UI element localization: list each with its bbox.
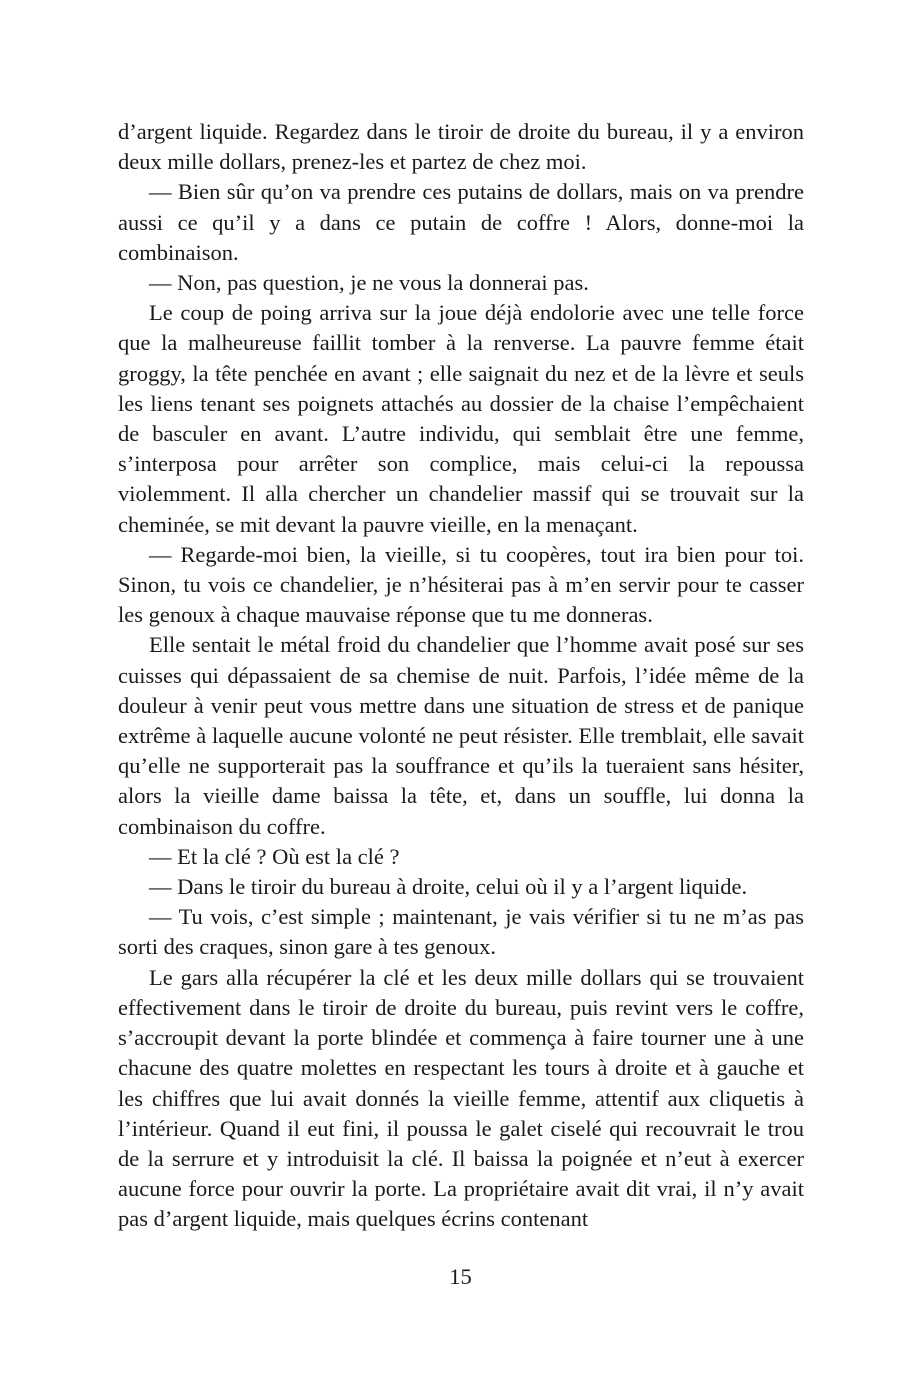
- paragraph: d’argent liquide. Regardez dans le tiroir de droite du bureau, il y a environ deux mille dollars, prenez-les et partez de chez moi.: [118, 119, 804, 175]
- paragraph: — Bien sûr qu’on va prendre ces putains de dollars, mais on va prendre aussi ce qu’il y a dans ce putain de coffre ! Alors, donne-moi la combinaison.: [118, 179, 804, 265]
- paragraph: — Dans le tiroir du bureau à droite, celui où il y a l’argent liquide.: [149, 874, 748, 900]
- paragraph: Le coup de poing arriva sur la joue déjà endolorie avec une telle force que la malheureuse faillit tomber à la renverse. La pauvre femme était groggy, la tête penchée en avant ; elle saignait du nez et de la lèvre et seuls les liens tenant ses poignets attachés au dossier de la chaise l’empêchaient de basculer en avant. L’autre individu, qui semblait être une femme, s’interposa pour arrêter son complice, mais celui-ci la repoussa violemment. Il alla chercher un chandelier massif qui se trouvait sur la cheminée, se mit devant la pauvre vieille, en la menaçant.: [118, 300, 804, 537]
- paragraph: Le gars alla récupérer la clé et les deux mille dollars qui se trouvaient effectivement dans le tiroir de droite du bureau, puis revint vers le coffre, s’accroupit devant la porte blindée et commença à faire tourner une à une chacune des quatre molettes en respectant les tours à droite et à gauche et les chiffres que lui avait donnés la vieille femme, attentif aux cliquetis à l’intérieur. Quand il eut fini, il poussa le galet ciselé qui recouvrait le trou de la serrure et y introduisit la clé. Il baissa la poignée et n’eut à exercer aucune force pour ouvrir la porte. La propriétaire avait dit vrai, il n’y avait pas d’argent liquide, mais quelques écrins contenant: [118, 964, 804, 1232]
- paragraph: — Tu vois, c’est simple ; maintenant, je vais vérifier si tu ne m’as pas sorti des craques, sinon gare à tes genoux.: [118, 904, 804, 960]
- paragraph: Elle sentait le métal froid du chandelier que l’homme avait posé sur ses cuisses qui dépassaient de sa chemise de nuit. Parfois, l’idée même de la douleur à venir peut vous mettre dans une situation de stress et de panique extrême à laquelle aucune volonté ne peut résister. Elle tremblait, elle savait qu’elle ne supporterait pas la souffrance et qu’ils la tueraient sans hésiter, alors la vieille dame baissa la tête, et, dans un souffle, lui donna la combinaison du coffre.: [118, 632, 804, 839]
- page-number: 15: [449, 1264, 472, 1289]
- paragraph: — Et la clé ? Où est la clé ?: [149, 843, 400, 869]
- paragraph: — Regarde-moi bien, la vieille, si tu coopères, tout ira bien pour toi. Sinon, tu vois ce chandelier, je n’hésiterai pas à m’en servir pour te casser les genoux à chaque mauvaise réponse que tu me donneras.: [118, 541, 804, 628]
- paragraph: — Non, pas question, je ne vous la donnerai pas.: [149, 270, 589, 296]
- body-text: [118, 117, 804, 1235]
